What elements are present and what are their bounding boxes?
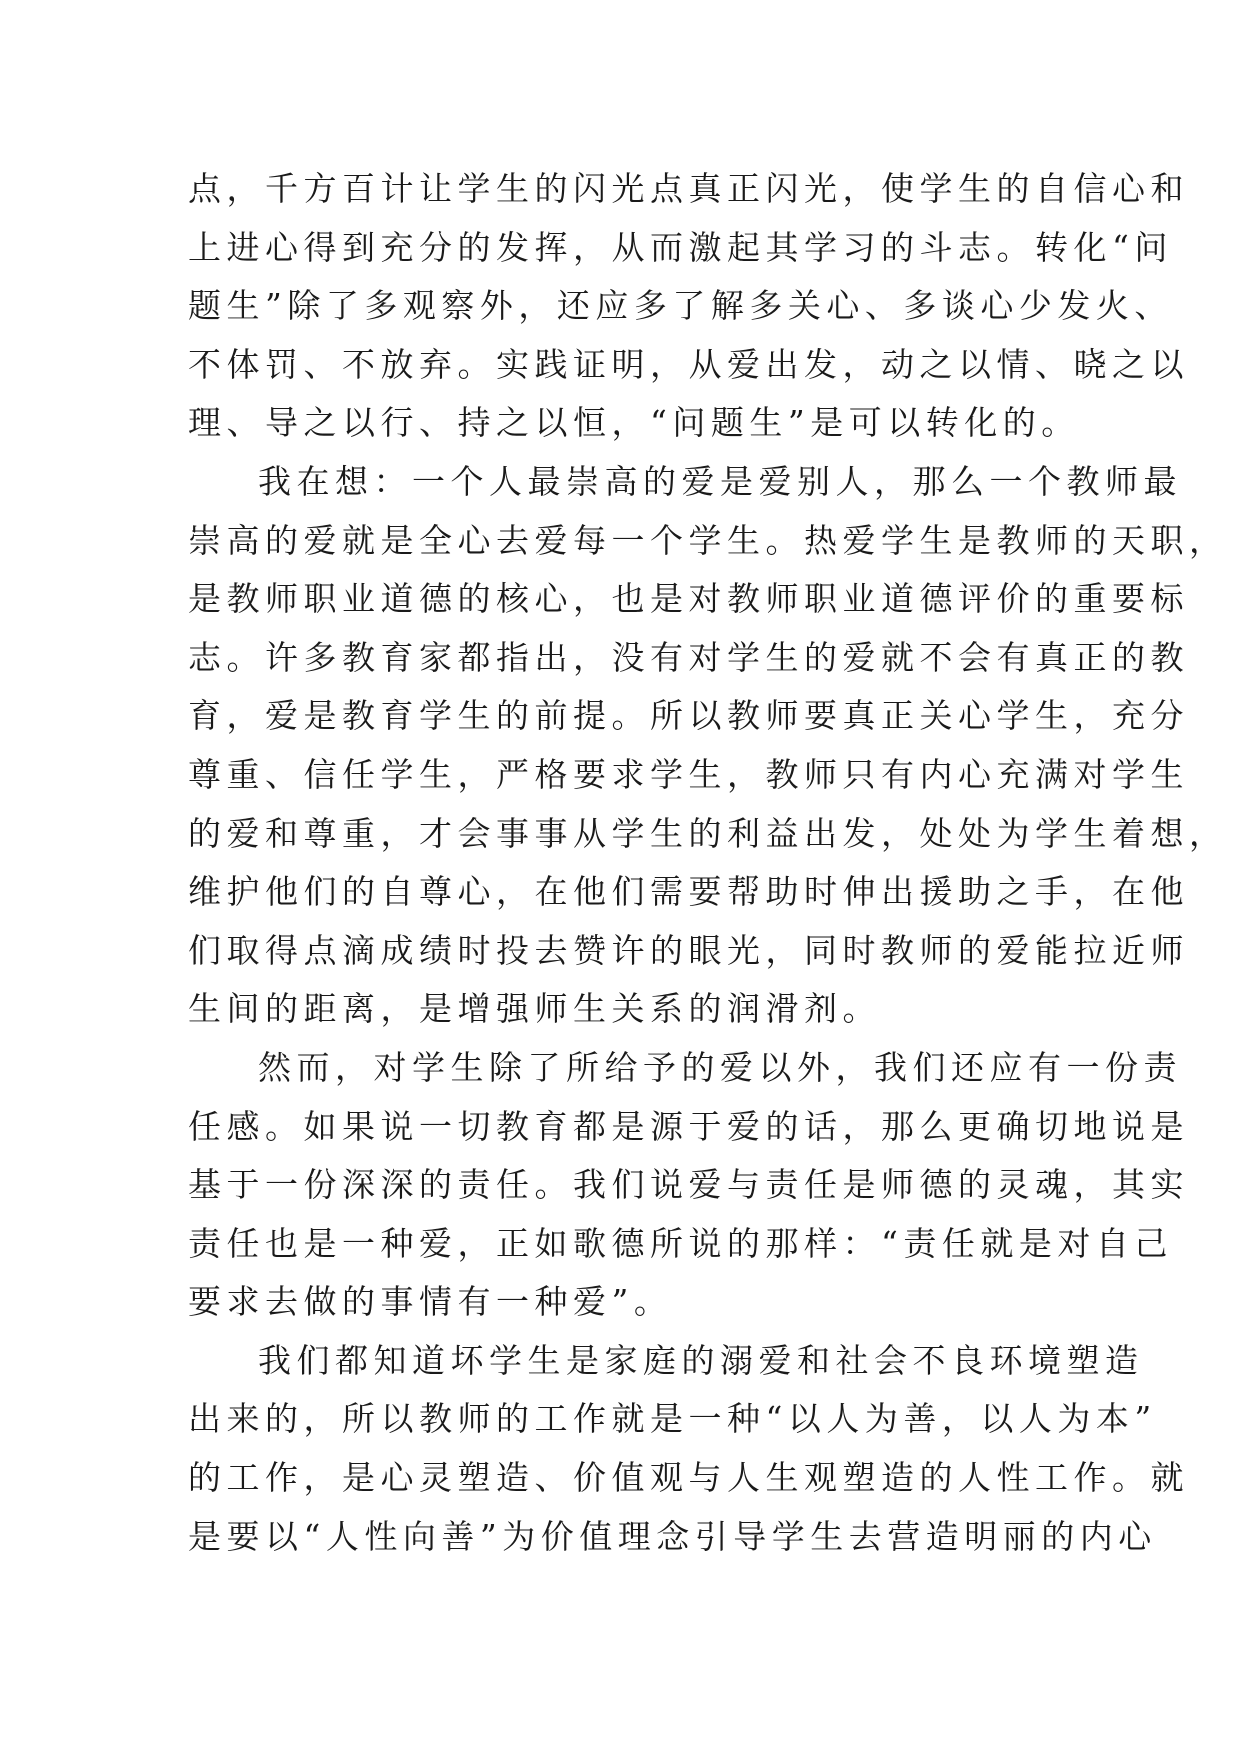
- text-line-17: 任感。如果说一切教育都是源于爱的话，那么更确切地说是: [188, 1106, 1189, 1146]
- text-line-15: 生间的距离，是增强师生关系的润滑剂。: [188, 989, 881, 1029]
- text-line-3: 题生”除了多观察外，还应多了解多关心、多谈心少发火、: [188, 286, 1173, 326]
- text-line-2: 上进心得到充分的发挥，从而激起其学习的斗志。转化“问: [188, 227, 1173, 267]
- text-line-20: 要求去做的事情有一种爱”。: [188, 1282, 673, 1322]
- text-line-9: 志。许多教育家都指出，没有对学生的爱就不会有真正的教: [188, 637, 1189, 677]
- text-line-18: 基于一份深深的责任。我们说爱与责任是师德的灵魂，其实: [188, 1165, 1189, 1205]
- text-line-8: 是教师职业道德的核心，也是对教师职业道德评价的重要标: [188, 579, 1189, 619]
- text-line-16: 然而，对学生除了所给予的爱以外，我们还应有一份责: [258, 1047, 1182, 1087]
- text-line-10: 育，爱是教育学生的前提。所以教师要真正关心学生，充分: [188, 696, 1189, 736]
- text-line-13: 维护他们的自尊心，在他们需要帮助时伸出援助之手，在他: [188, 872, 1189, 912]
- body-text: [188, 160, 1228, 1566]
- text-line-22: 出来的，所以教师的工作就是一种“以人为善，以人为本”: [188, 1399, 1157, 1439]
- text-line-23: 的工作，是心灵塑造、价值观与人生观塑造的人性工作。就: [188, 1458, 1189, 1498]
- text-line-6: 我在想：一个人最崇高的爱是爱别人，那么一个教师最: [258, 461, 1182, 501]
- text-line-12: 的爱和尊重，才会事事从学生的利益出发，处处为学生着想，: [188, 813, 1228, 853]
- text-line-4: 不体罚、不放弃。实践证明，从爱出发，动之以情、晓之以: [188, 344, 1189, 384]
- text-line-24: 是要以“人性向善”为价值理念引导学生去营造明丽的内心: [188, 1516, 1157, 1556]
- text-line-21: 我们都知道坏学生是家庭的溺爱和社会不良环境塑造: [258, 1340, 1144, 1380]
- text-line-19: 责任也是一种爱，正如歌德所说的那样：“责任就是对自己: [188, 1223, 1173, 1263]
- text-line-14: 们取得点滴成绩时投去赞许的眼光，同时教师的爱能拉近师: [188, 930, 1189, 970]
- text-line-1: 点，千方百计让学生的闪光点真正闪光，使学生的自信心和: [188, 169, 1189, 208]
- text-line-11: 尊重、信任学生，严格要求学生，教师只有内心充满对学生: [188, 754, 1189, 794]
- text-line-7: 崇高的爱就是全心去爱每一个学生。热爱学生是教师的天职，: [188, 520, 1228, 560]
- text-line-5: 理、导之以行、持之以恒，“问题生”是可以转化的。: [188, 403, 1080, 443]
